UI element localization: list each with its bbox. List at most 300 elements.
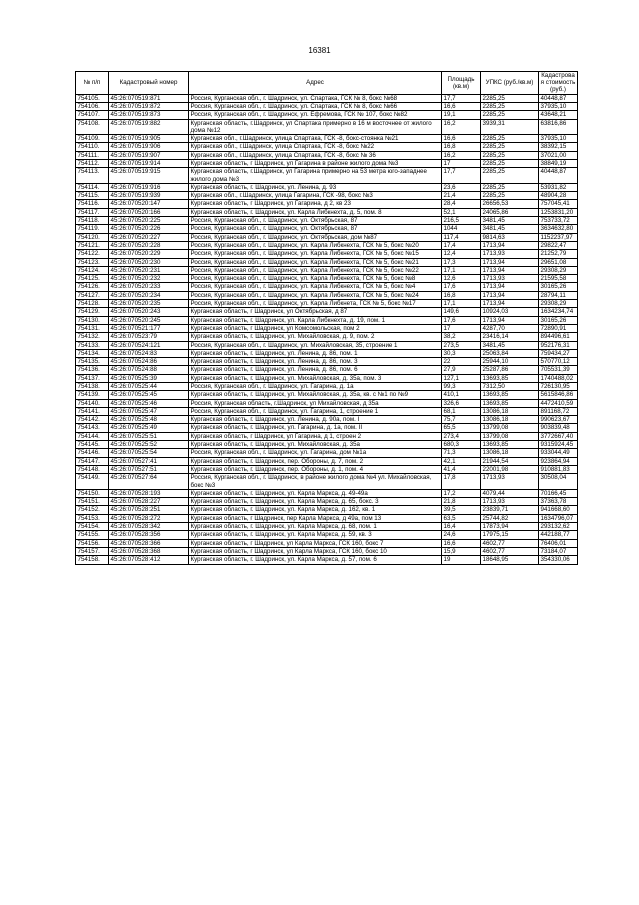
cadastral-number-cell: 45:26:070520:166 <box>109 208 189 216</box>
row-number-cell: 754107. <box>76 111 109 119</box>
address-cell: Курганская обл., г.Шадринск, улица Спартака, ГСК -8, бокс № 36 <box>189 151 442 159</box>
area-cell: 17,2 <box>442 489 481 497</box>
cadastral-value-cell: 73184,07 <box>539 547 578 555</box>
cadastral-value-cell: 4472410,59 <box>539 399 578 407</box>
area-cell: 326,6 <box>442 399 481 407</box>
table-row <box>76 341 578 349</box>
cadastral-value-cell: 37363,78 <box>539 498 578 506</box>
upks-cell: 1713,94 <box>481 300 539 308</box>
cadastral-value-cell: 952176,31 <box>539 341 578 349</box>
area-cell: 17,1 <box>442 300 481 308</box>
address-cell: Курганская область, г. Шадринск, ул. Михайловская, д. 35а, пом. 3 <box>189 374 442 382</box>
row-number-cell: 754126. <box>76 283 109 291</box>
row-number-cell: 754155. <box>76 531 109 539</box>
row-number-cell: 754105. <box>76 94 109 102</box>
address-cell: Курганская область, г. Шадринск, ул. Карла Маркса, д. 65, бокс. 3 <box>189 498 442 506</box>
table-row <box>76 217 578 225</box>
cadastral-number-cell: 45:26:070520:231 <box>109 266 189 274</box>
upks-cell: 13086,18 <box>481 407 539 415</box>
table-row <box>76 119 578 135</box>
address-cell: Россия, Курганская обл., г. Шадринск, ул. Карла Либкнехта, ГСК № 5, бокс №21 <box>189 258 442 266</box>
row-number-cell: 754151. <box>76 498 109 506</box>
cadastral-number-cell: 45:26:070521:177 <box>109 324 189 332</box>
area-cell: 149,6 <box>442 308 481 316</box>
upks-cell: 2285,25 <box>481 143 539 151</box>
row-number-cell: 754138. <box>76 383 109 391</box>
upks-cell: 3939,31 <box>481 119 539 135</box>
cadastral-value-cell: 40448,87 <box>539 94 578 102</box>
cadastral-value-cell: 30508,04 <box>539 474 578 490</box>
table-row <box>76 506 578 514</box>
column-header-upks: УПКС (руб./кв.м) <box>481 72 539 95</box>
cadastral-number-cell: 45:26:070520:226 <box>109 225 189 233</box>
area-cell: 17,1 <box>442 266 481 274</box>
cadastral-value-cell: 53931,82 <box>539 183 578 191</box>
cadastral-value-cell: 28794,11 <box>539 291 578 299</box>
address-cell: Курганская область, г. Шадринск, ул. Карла Маркса, д. 162, кв. 1 <box>189 506 442 514</box>
upks-cell: 13086,18 <box>481 449 539 457</box>
address-cell: Курганская область, г. Шадринск, ул. Ленина, д. 86, пом. 6 <box>189 366 442 374</box>
cadastral-register-table <box>75 71 578 565</box>
row-number-cell: 754116. <box>76 200 109 208</box>
row-number-cell: 754132. <box>76 333 109 341</box>
cadastral-value-cell: 30165,26 <box>539 316 578 324</box>
cadastral-number-cell: 45:26:070527:64 <box>109 474 189 490</box>
cadastral-number-cell: 45:26:070519:872 <box>109 102 189 110</box>
address-cell: Курганская область, г. Шадринск, ул. Михайловская, д. 35а, кв. с №1 по №9 <box>189 391 442 399</box>
upks-cell: 3481,45 <box>481 341 539 349</box>
upks-cell: 4602,77 <box>481 547 539 555</box>
cadastral-number-cell: 45:26:070524:88 <box>109 366 189 374</box>
column-header-cadastral-number: Кадастровый номер <box>109 72 189 95</box>
cadastral-number-cell: 45:26:070520:234 <box>109 291 189 299</box>
address-cell: Россия, Курганская обл., г. Шадринск, ул. Карла Либкнехта, ГСК № 5, бокс №22 <box>189 266 442 274</box>
area-cell: 71,3 <box>442 449 481 457</box>
cadastral-number-cell: 45:26:070525:39 <box>109 374 189 382</box>
area-cell: 41,4 <box>442 465 481 473</box>
area-cell: 75,7 <box>442 416 481 424</box>
table-row <box>76 489 578 497</box>
cadastral-value-cell: 40448,87 <box>539 168 578 184</box>
address-cell: Россия, Курганская обл., г. Шадринск, ул. Ефремова, ГСК № 107, бокс №82 <box>189 111 442 119</box>
column-header-number: № п/п <box>76 72 109 95</box>
cadastral-number-cell: 45:26:070528:368 <box>109 547 189 555</box>
upks-cell: 17975,15 <box>481 531 539 539</box>
cadastral-number-cell: 45:26:070519:914 <box>109 159 189 167</box>
table-row <box>76 457 578 465</box>
area-cell: 17,4 <box>442 241 481 249</box>
row-number-cell: 754142. <box>76 416 109 424</box>
area-cell: 216,5 <box>442 217 481 225</box>
area-cell: 16,8 <box>442 143 481 151</box>
area-cell: 28,4 <box>442 200 481 208</box>
cadastral-number-cell: 45:26:070519:871 <box>109 94 189 102</box>
upks-cell: 2285,25 <box>481 183 539 191</box>
address-cell: Курганская область, г Шадринск, ул Гагарина, д 1, строен 2 <box>189 432 442 440</box>
row-number-cell: 754121. <box>76 241 109 249</box>
cadastral-number-cell: 45:26:070525:45 <box>109 391 189 399</box>
address-cell: Курганская область, г. Шадринск, ул. Карла Маркса, д. 49-49а <box>189 489 442 497</box>
table-row <box>76 135 578 143</box>
cadastral-value-cell: 37021,00 <box>539 151 578 159</box>
upks-cell: 1713,94 <box>481 258 539 266</box>
address-cell: Курганская область, г. Шадринск, ул. Карла Либкнехта, д. 19, пом. 1 <box>189 316 442 324</box>
cadastral-number-cell: 45:26:070519:915 <box>109 168 189 184</box>
cadastral-value-cell: 38392,15 <box>539 143 578 151</box>
row-number-cell: 754115. <box>76 192 109 200</box>
cadastral-value-cell: 72890,91 <box>539 324 578 332</box>
cadastral-value-cell: 1740488,02 <box>539 374 578 382</box>
cadastral-number-cell: 45:26:070520:233 <box>109 283 189 291</box>
area-cell: 30,3 <box>442 349 481 357</box>
cadastral-number-cell: 45:26:070528:366 <box>109 539 189 547</box>
upks-cell: 25944,10 <box>481 358 539 366</box>
area-cell: 17,6 <box>442 316 481 324</box>
address-cell: Россия, Курганская обл., г. Шадринск, ул. Карла Либкнехта, ГСК № 5, бокс №20 <box>189 241 442 249</box>
cadastral-value-cell: 442188,77 <box>539 531 578 539</box>
area-cell: 21,4 <box>442 192 481 200</box>
row-number-cell: 754131. <box>76 324 109 332</box>
cadastral-value-cell: 1253831,20 <box>539 208 578 216</box>
row-number-cell: 754128. <box>76 300 109 308</box>
table-row <box>76 539 578 547</box>
upks-cell: 1713,93 <box>481 275 539 283</box>
row-number-cell: 754154. <box>76 523 109 531</box>
cadastral-value-cell: 29651,08 <box>539 258 578 266</box>
area-cell: 65,5 <box>442 424 481 432</box>
cadastral-value-cell: 37935,10 <box>539 102 578 110</box>
cadastral-number-cell: 45:26:070528:193 <box>109 489 189 497</box>
table-row <box>76 514 578 522</box>
area-cell: 17,3 <box>442 258 481 266</box>
cadastral-number-cell: 45:26:070519:882 <box>109 119 189 135</box>
table-row <box>76 399 578 407</box>
area-cell: 410,1 <box>442 391 481 399</box>
table-row <box>76 366 578 374</box>
upks-cell: 23416,14 <box>481 333 539 341</box>
cadastral-value-cell: 354330,06 <box>539 556 578 564</box>
cadastral-value-cell: 757045,41 <box>539 200 578 208</box>
row-number-cell: 754143. <box>76 424 109 432</box>
cadastral-value-cell: 1634796,07 <box>539 514 578 522</box>
cadastral-value-cell: 70166,45 <box>539 489 578 497</box>
address-cell: Курганская область, г. Шадринск, пер. Обороны, д. 1, пом. 4 <box>189 465 442 473</box>
upks-cell: 13693,85 <box>481 391 539 399</box>
area-cell: 42,1 <box>442 457 481 465</box>
address-cell: Россия, Курганская обл., г. Шадринск, ул. Спартака, ГСК № 8, бокс №68 <box>189 94 442 102</box>
row-number-cell: 754136. <box>76 366 109 374</box>
address-cell: Россия, Курганская обл., г. Шадринск, ул. Спартака, ГСК № 8, бокс №66 <box>189 102 442 110</box>
upks-cell: 1713,94 <box>481 266 539 274</box>
area-cell: 273,4 <box>442 432 481 440</box>
cadastral-number-cell: 45:26:070520:229 <box>109 250 189 258</box>
address-cell: Курганская область, г. Шадринск, ул. Михайловская, д. 35а <box>189 441 442 449</box>
cadastral-value-cell: 894496,61 <box>539 333 578 341</box>
address-cell: Курганская область, г. Шадринск, пер. Обороны, д. 7, пом. 2 <box>189 457 442 465</box>
area-cell: 16,2 <box>442 119 481 135</box>
table-header-row <box>76 72 578 95</box>
area-cell: 16,8 <box>442 291 481 299</box>
cadastral-value-cell: 29308,29 <box>539 266 578 274</box>
area-cell: 22 <box>442 358 481 366</box>
table-row <box>76 258 578 266</box>
address-cell: Курганская обл., г.Шадринск, улица Спартака, ГСК -8, бокс №22 <box>189 143 442 151</box>
table-row <box>76 432 578 440</box>
cadastral-number-cell: 45:26:070519:939 <box>109 192 189 200</box>
table-row <box>76 291 578 299</box>
table-row <box>76 383 578 391</box>
cadastral-value-cell: 705531,39 <box>539 366 578 374</box>
column-header-address: Адрес <box>189 72 442 95</box>
address-cell: Курганская обл., г.Шадринск, улица Спартака, ГСК -8, бокс-стоянка №21 <box>189 135 442 143</box>
table-row <box>76 266 578 274</box>
cadastral-value-cell: 29308,29 <box>539 300 578 308</box>
row-number-cell: 754150. <box>76 489 109 497</box>
table-row <box>76 407 578 415</box>
address-cell: Россия, Курганская обл., г. Шадринск, ул. Карла Либкнехта, ГСК № 5, бокс №8 <box>189 275 442 283</box>
row-number-cell: 754141. <box>76 407 109 415</box>
table-row <box>76 333 578 341</box>
cadastral-number-cell: 45:26:070519:905 <box>109 135 189 143</box>
row-number-cell: 754123. <box>76 258 109 266</box>
table-row <box>76 111 578 119</box>
cadastral-number-cell: 45:26:070524:121 <box>109 341 189 349</box>
row-number-cell: 754149. <box>76 474 109 490</box>
area-cell: 52,1 <box>442 208 481 216</box>
address-cell: Курганская область, г. Шадринск, ул. Ленина, д. 86, пом. 1 <box>189 349 442 357</box>
cadastral-value-cell: 753733,72 <box>539 217 578 225</box>
table-row <box>76 200 578 208</box>
column-header-area: Площадь (кв.м) <box>442 72 481 95</box>
upks-cell: 2285,25 <box>481 151 539 159</box>
area-cell: 16,6 <box>442 102 481 110</box>
table-row <box>76 159 578 167</box>
address-cell: Россия, Курганская обл., г. Шадринск, ул. Октябрьская, 87 <box>189 217 442 225</box>
address-cell: Курганская область, г Шадринск, ул Гагарина в районе жилого дома №3 <box>189 159 442 167</box>
row-number-cell: 754157. <box>76 547 109 555</box>
cadastral-number-cell: 45:26:070520:243 <box>109 308 189 316</box>
cadastral-value-cell: 30165,26 <box>539 283 578 291</box>
table-row <box>76 250 578 258</box>
cadastral-number-cell: 45:26:070525:46 <box>109 399 189 407</box>
address-cell: Россия, Курганская обл., г. Шадринск, в районе жилого дома №4 ул. Михайловская, бокс №3 <box>189 474 442 490</box>
area-cell: 17 <box>442 324 481 332</box>
table-row <box>76 208 578 216</box>
table-row <box>76 531 578 539</box>
address-cell: Россия, Курганская обл., г. Шадринск, ул. Карла Либкнехта, ГСК № 5, бокс №4 <box>189 283 442 291</box>
address-cell: Курганская область, г Шадринск, ул Октябрьская, д 87 <box>189 308 442 316</box>
address-cell: Курганская область, г. Шадринск, ул. Ленина, д. 86, пом. 3 <box>189 358 442 366</box>
address-cell: Курганская область, г Шадринск, ул Карла Маркса, ГСК 160, бокс 7 <box>189 539 442 547</box>
address-cell: Курганская область, г. Шадринск, ул. Ленина, д. 93 <box>189 183 442 191</box>
row-number-cell: 754144. <box>76 432 109 440</box>
upks-cell: 2285,25 <box>481 102 539 110</box>
address-cell: Россия, Курганская обл., г. Шадринск, ул. Карла Либкнета, ГСК № 5, бокс №17 <box>189 300 442 308</box>
area-cell: 99,3 <box>442 383 481 391</box>
cadastral-number-cell: 45:26:070525:44 <box>109 383 189 391</box>
table-row <box>76 94 578 102</box>
row-number-cell: 754110. <box>76 143 109 151</box>
table-row <box>76 416 578 424</box>
area-cell: 39,5 <box>442 506 481 514</box>
cadastral-number-cell: 45:26:070525:47 <box>109 407 189 415</box>
area-cell: 21,8 <box>442 498 481 506</box>
area-cell: 16,6 <box>442 539 481 547</box>
cadastral-value-cell: 293132,62 <box>539 523 578 531</box>
address-cell: Курганская область, г Шадринск, ул Карла Маркса, ГСК 160, бокс 10 <box>189 547 442 555</box>
address-cell: Россия, Курганская обл., г. Шадринск, ул. Октябрьская, дом №87 <box>189 233 442 241</box>
upks-cell: 4079,44 <box>481 489 539 497</box>
row-number-cell: 754114. <box>76 183 109 191</box>
cadastral-value-cell: 903839,48 <box>539 424 578 432</box>
address-cell: Курганская область, г.Шадринск, ул Спартака примерно в 16 м восточнее от жилого дома №12 <box>189 119 442 135</box>
area-cell: 15,9 <box>442 547 481 555</box>
upks-cell: 2285,25 <box>481 94 539 102</box>
area-cell: 12,6 <box>442 275 481 283</box>
row-number-cell: 754152. <box>76 506 109 514</box>
row-number-cell: 754156. <box>76 539 109 547</box>
upks-cell: 13693,85 <box>481 441 539 449</box>
address-cell: Курганская область, г Шадринск, ул Комсомольская, пом 2 <box>189 324 442 332</box>
cadastral-value-cell: 9315924,45 <box>539 441 578 449</box>
cadastral-number-cell: 45:26:070527:41 <box>109 457 189 465</box>
cadastral-number-cell: 45:26:070525:49 <box>109 424 189 432</box>
area-cell: 17 <box>442 159 481 167</box>
row-number-cell: 754120. <box>76 233 109 241</box>
row-number-cell: 754109. <box>76 135 109 143</box>
table-row <box>76 192 578 200</box>
upks-cell: 1713,94 <box>481 316 539 324</box>
column-header-cadastral-value: Кадастровая стоимость (руб.) <box>539 72 578 95</box>
upks-cell: 22001,98 <box>481 465 539 473</box>
upks-cell: 1713,93 <box>481 250 539 258</box>
address-cell: Россия, Курганская обл., г. Шадринск, ул. Карла Либкнехта, ГСК № 5, бокс №24 <box>189 291 442 299</box>
table-row <box>76 349 578 357</box>
upks-cell: 4602,77 <box>481 539 539 547</box>
table-row <box>76 183 578 191</box>
address-cell: Россия, Курганская обл., г. Шадринск, ул. Гагарина, дом №1а <box>189 449 442 457</box>
table-row <box>76 424 578 432</box>
address-cell: Россия, Курганская область, г.Шадринск, ул Михайловская, д 35а <box>189 399 442 407</box>
cadastral-value-cell: 891168,72 <box>539 407 578 415</box>
table-row <box>76 441 578 449</box>
table-row <box>76 391 578 399</box>
row-number-cell: 754106. <box>76 102 109 110</box>
cadastral-value-cell: 63816,86 <box>539 119 578 135</box>
area-cell: 19,1 <box>442 111 481 119</box>
upks-cell: 25744,82 <box>481 514 539 522</box>
cadastral-value-cell: 759434,27 <box>539 349 578 357</box>
table-row <box>76 316 578 324</box>
cadastral-value-cell: 48904,28 <box>539 192 578 200</box>
area-cell: 24,6 <box>442 531 481 539</box>
cadastral-number-cell: 45:26:070520:225 <box>109 217 189 225</box>
cadastral-value-cell: 1152237,97 <box>539 233 578 241</box>
upks-cell: 13086,18 <box>481 416 539 424</box>
upks-cell: 13799,08 <box>481 424 539 432</box>
table-row <box>76 523 578 531</box>
upks-cell: 1713,94 <box>481 241 539 249</box>
area-cell: 16,4 <box>442 523 481 531</box>
cadastral-value-cell: 1634234,74 <box>539 308 578 316</box>
cadastral-number-cell: 45:26:070528:251 <box>109 506 189 514</box>
cadastral-number-cell: 45:26:070520:235 <box>109 300 189 308</box>
upks-cell: 2285,25 <box>481 168 539 184</box>
cadastral-value-cell: 923864,94 <box>539 457 578 465</box>
row-number-cell: 754118. <box>76 217 109 225</box>
address-cell: Россия, Курганская обл., г. Шадринск, ул. Октябрьская, 87 <box>189 225 442 233</box>
area-cell: 68,1 <box>442 407 481 415</box>
row-number-cell: 754130. <box>76 316 109 324</box>
table-row <box>76 102 578 110</box>
row-number-cell: 754135. <box>76 358 109 366</box>
address-cell: Курганская область, г Шадринск, ул Гагарина, д 2, кв 23 <box>189 200 442 208</box>
cadastral-number-cell: 45:26:070520:232 <box>109 275 189 283</box>
cadastral-number-cell: 45:26:070520:230 <box>109 258 189 266</box>
cadastral-value-cell: 910881,83 <box>539 465 578 473</box>
address-cell: Курганская область, г. Шадринск, ул. Карла Маркса, д. 57, пом. 6 <box>189 556 442 564</box>
row-number-cell: 754158. <box>76 556 109 564</box>
area-cell: 680,3 <box>442 441 481 449</box>
table-row <box>76 556 578 564</box>
upks-cell: 17873,94 <box>481 523 539 531</box>
row-number-cell: 754129. <box>76 308 109 316</box>
upks-cell: 10924,03 <box>481 308 539 316</box>
upks-cell: 4287,70 <box>481 324 539 332</box>
upks-cell: 13799,08 <box>481 432 539 440</box>
cadastral-number-cell: 45:26:070528:412 <box>109 556 189 564</box>
upks-cell: 1713,94 <box>481 283 539 291</box>
upks-cell: 1713,94 <box>481 291 539 299</box>
table-row <box>76 241 578 249</box>
upks-cell: 13693,85 <box>481 374 539 382</box>
cadastral-value-cell: 3772667,40 <box>539 432 578 440</box>
upks-cell: 13693,85 <box>481 399 539 407</box>
area-cell: 117,4 <box>442 233 481 241</box>
row-number-cell: 754140. <box>76 399 109 407</box>
area-cell: 17,8 <box>442 474 481 490</box>
upks-cell: 1713,93 <box>481 474 539 490</box>
cadastral-value-cell: 3634632,80 <box>539 225 578 233</box>
area-cell: 27,9 <box>442 366 481 374</box>
row-number-cell: 754127. <box>76 291 109 299</box>
address-cell: Курганская область, г. Шадринск, ул. Карла Либкнехта, д. 5, пом. 8 <box>189 208 442 216</box>
cadastral-number-cell: 45:26:070520:245 <box>109 316 189 324</box>
row-number-cell: 754112. <box>76 159 109 167</box>
cadastral-number-cell: 45:26:070525:48 <box>109 416 189 424</box>
table-row <box>76 143 578 151</box>
cadastral-number-cell: 45:26:070528:227 <box>109 498 189 506</box>
table-row <box>76 498 578 506</box>
area-cell: 16,2 <box>442 151 481 159</box>
cadastral-value-cell: 21595,58 <box>539 275 578 283</box>
address-cell: Курганская область, г. Шадринск, ул. Карла Маркса, д. 59, кв. 3 <box>189 531 442 539</box>
upks-cell: 2285,25 <box>481 192 539 200</box>
cadastral-number-cell: 45:26:070528:342 <box>109 523 189 531</box>
table-row <box>76 449 578 457</box>
address-cell: Курганская обл., г.Шадринск, улица Гагарина, ГСК -98, бокс №3 <box>189 192 442 200</box>
upks-cell: 25063,84 <box>481 349 539 357</box>
row-number-cell: 754134. <box>76 349 109 357</box>
row-number-cell: 754124. <box>76 266 109 274</box>
area-cell: 19 <box>442 556 481 564</box>
upks-cell: 2285,25 <box>481 159 539 167</box>
upks-cell: 1713,93 <box>481 498 539 506</box>
address-cell: Курганская область, г. Шадринск, ул. Михайловская, д. 9, пом. 2 <box>189 333 442 341</box>
upks-cell: 2285,25 <box>481 135 539 143</box>
cadastral-value-cell: 38849,19 <box>539 159 578 167</box>
table-row <box>76 151 578 159</box>
